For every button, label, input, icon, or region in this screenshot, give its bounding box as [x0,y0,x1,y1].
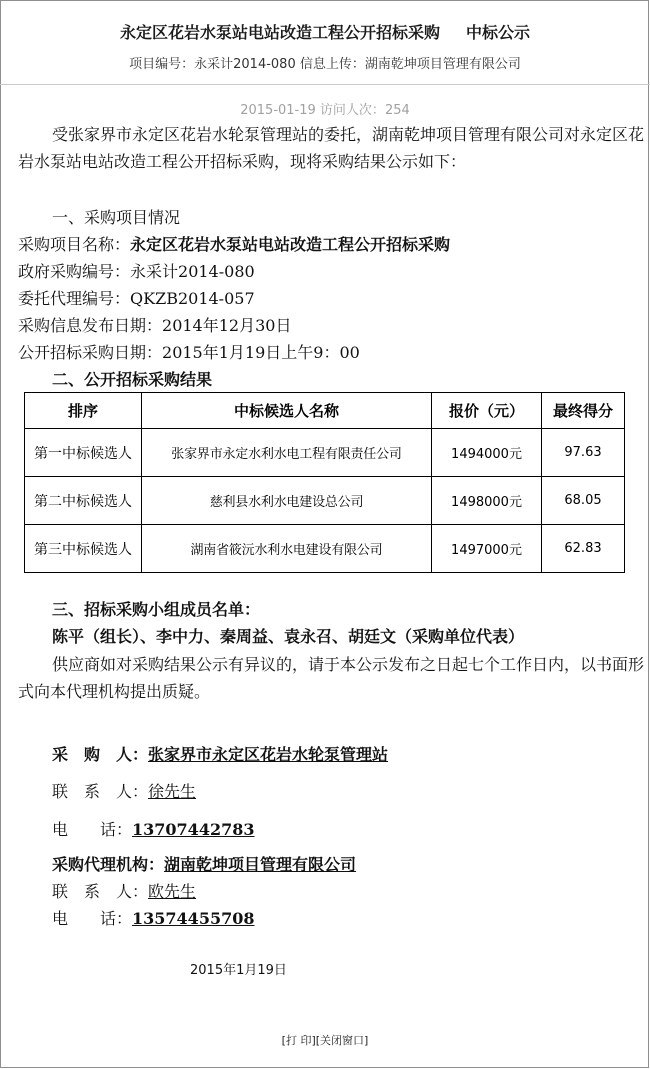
price-cell: 1497000元 [432,525,542,573]
page-title [0,20,650,43]
visits-count: 254 [384,103,410,118]
agency-phone: 13574455708 [132,909,255,928]
section2-heading: 二、公开招标采购结果 [52,370,213,389]
agent-no-line [18,286,255,309]
agency-name: 湖南乾坤项目管理有限公司 [164,855,357,874]
buyer-phone: 13707442783 [132,820,255,839]
results-table [24,392,625,573]
price-cell: 1498000元 [432,477,542,525]
gov-no-line [18,259,255,282]
table-row [25,525,625,573]
agent-no-label: 委托代理编号： [18,289,131,308]
uploader: 湖南乾坤项目管理有限公司 [364,57,521,72]
buyer-line [52,742,388,765]
buyer-contact-line [52,779,196,802]
section1-heading: 一、采购项目情况 [52,208,181,227]
bid-date-line [18,340,360,363]
project-name: 永定区花岩水泵站电站改造工程公开招标采购 [130,235,451,254]
table-header-row [25,393,625,429]
agency-contact-label: 联 系 人： [52,882,149,901]
agency-contact: 欧先生 [148,882,197,901]
publish-meta [0,99,650,118]
col-rank-header: 排序 [25,393,142,429]
agency-phone-label: 电 话： [52,909,133,928]
title-suffix: 中标公示 [466,23,531,42]
buyer-name: 张家界市永定区花岩水轮泵管理站 [148,745,389,764]
objection-paragraph: 供应商如对采购结果公示有异议的，请于本公示发布之日起七个工作日内，以书面形式向本代理机构提出质疑。 [18,655,645,701]
visits-label: 访问人次： [315,103,385,118]
publish-date-line [18,313,291,336]
project-name-label: 采购项目名称： [18,235,131,254]
gov-no: 永采计2014-080 [130,262,255,281]
score-cell: 62.83 [542,525,625,573]
price-cell: 1494000元 [432,429,542,477]
sign-date: 2015年1月19日 [190,963,287,978]
uploader-label: 信息上传： [295,57,365,72]
agency-label: 采购代理机构： [52,855,165,874]
bid-date-label: 公开招标采购日期： [18,343,163,362]
publish-date-label: 采购信息发布日期： [18,316,163,335]
agency-contact-line [52,879,196,902]
publish-date: 2015-01-19 [240,103,316,118]
section3-heading: 三、招标采购小组成员名单： [52,600,261,619]
close-window-link[interactable]: [关闭窗口] [315,1034,369,1047]
print-link[interactable]: [打 印] [281,1034,316,1047]
project-name-line [18,232,450,255]
bid-date-value: 2015年1月19日上午9：00 [162,343,360,362]
buyer-contact-label: 联 系 人： [52,782,149,801]
footer-actions [0,1032,650,1048]
gov-no-label: 政府采购编号： [18,262,131,281]
table-row [25,477,625,525]
agency-phone-line [52,906,254,929]
table-row [25,429,625,477]
buyer-phone-line [52,817,254,840]
rank-cell: 第二中标候选人 [25,477,142,525]
project-no-label: 项目编号： [129,57,195,72]
score-cell: 68.05 [542,477,625,525]
project-info-line [0,53,650,72]
buyer-phone-label: 电 话： [52,820,133,839]
col-price-header: 报价（元） [432,393,542,429]
agency-line [52,852,356,875]
candidate-cell: 慈利县水利水电建设总公司 [142,477,432,525]
candidate-cell: 湖南省筱沅水利水电建设有限公司 [142,525,432,573]
col-score-header: 最终得分 [542,393,625,429]
agent-no: QKZB2014-057 [130,289,255,308]
header-divider [0,84,650,85]
rank-cell: 第三中标候选人 [25,525,142,573]
intro-paragraph: 受张家界市永定区花岩水轮泵管理站的委托，湖南乾坤项目管理有限公司对永定区花岩水泵站电站改造工程公开招标采购，现将采购结果公示如下： [18,125,645,171]
title-main: 永定区花岩水泵站电站改造工程公开招标采购 [119,23,440,42]
rank-cell: 第一中标候选人 [25,429,142,477]
buyer-label: 采 购 人： [52,745,149,764]
buyer-contact: 徐先生 [148,782,197,801]
members-list: 陈平（组长）、李中力、秦周益、袁永召、胡廷文（采购单位代表） [52,627,525,646]
project-no: 永采计2014-080 [194,57,296,72]
score-cell: 97.63 [542,429,625,477]
publish-date-value: 2014年12月30日 [162,316,292,335]
candidate-cell: 张家界市永定水利水电工程有限责任公司 [142,429,432,477]
col-name-header: 中标候选人名称 [142,393,432,429]
